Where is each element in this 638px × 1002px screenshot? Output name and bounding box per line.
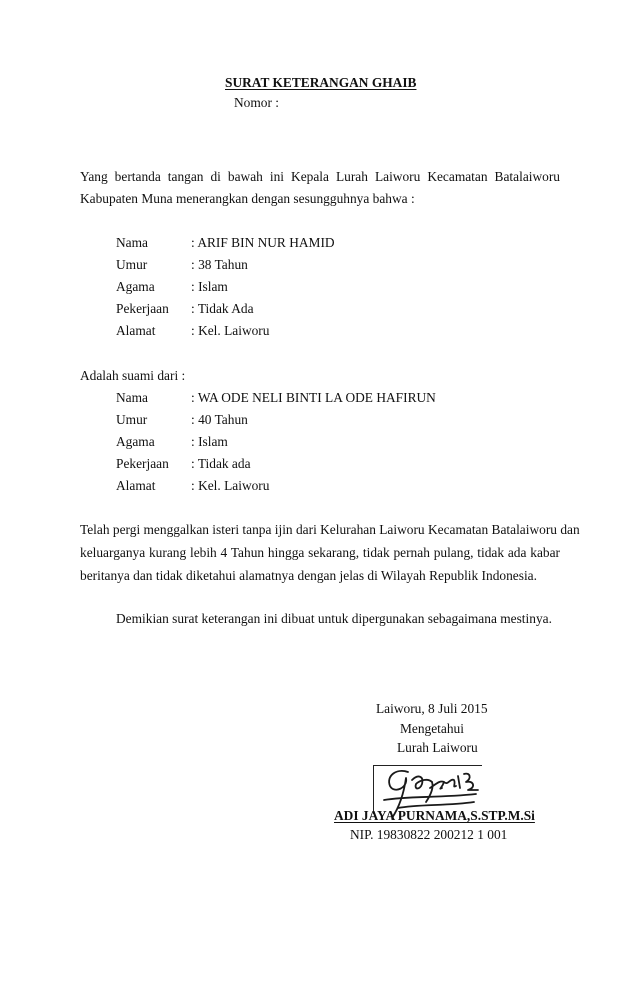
- detail-label: Nama: [116, 390, 148, 405]
- signatory-position: Lurah Laiworu: [397, 740, 478, 755]
- letter-number-label: Nomor :: [234, 95, 280, 110]
- intro-line-2: Kabupaten Muna menerangkan dengan sesungguhnya bahwa :: [80, 191, 415, 206]
- detail-label: Alamat: [116, 478, 156, 493]
- detail-label: Pekerjaan: [116, 301, 169, 316]
- detail-value: : 40 Tahun: [191, 412, 248, 427]
- detail-value: : Islam: [191, 434, 228, 449]
- detail-value: : Islam: [191, 279, 228, 294]
- signatory-name: ADI JAYA PURNAMA,S.STP.M.Si: [334, 808, 535, 823]
- husband-of-label: Adalah suami dari :: [80, 368, 186, 383]
- detail-label: Agama: [116, 434, 155, 449]
- intro-line-1: Yang bertanda tangan di bawah ini Kepala Lurah Laiworu Kecamatan Batalaiworu: [80, 169, 560, 184]
- place-date: Laiworu, 8 Juli 2015: [376, 701, 488, 716]
- detail-value: : ARIF BIN NUR HAMID: [191, 235, 335, 250]
- letter-title: SURAT KETERANGAN GHAIB: [225, 75, 417, 90]
- detail-label: Umur: [116, 257, 148, 272]
- detail-label: Alamat: [116, 323, 156, 338]
- detail-label: Nama: [116, 235, 148, 250]
- detail-value: : Kel. Laiworu: [191, 478, 270, 493]
- detail-value: : 38 Tahun: [191, 257, 248, 272]
- detail-value: : Tidak ada: [191, 456, 251, 471]
- detail-label: Agama: [116, 279, 155, 294]
- body-line-3: beritanya dan tidak diketahui alamatnya dengan jelas di Wilayah Republik Indonesia.: [80, 568, 537, 583]
- closing-statement: Demikian surat keterangan ini dibuat untuk dipergunakan sebagaimana mestinya.: [116, 611, 552, 626]
- detail-value: : WA ODE NELI BINTI LA ODE HAFIRUN: [191, 390, 436, 405]
- body-line-2: keluarganya kurang lebih 4 Tahun hingga sekarang, tidak pernah pulang, tidak ada kabar: [80, 545, 560, 560]
- detail-value: : Tidak Ada: [191, 301, 254, 316]
- acknowledged-label: Mengetahui: [400, 721, 464, 736]
- detail-label: Umur: [116, 412, 148, 427]
- body-line-1: Telah pergi menggalkan isteri tanpa ijin dari Kelurahan Laiworu Kecamatan Batalaiworu dan: [80, 522, 580, 537]
- detail-value: : Kel. Laiworu: [191, 323, 270, 338]
- detail-label: Pekerjaan: [116, 456, 169, 471]
- signatory-nip: NIP. 19830822 200212 1 001: [350, 827, 508, 842]
